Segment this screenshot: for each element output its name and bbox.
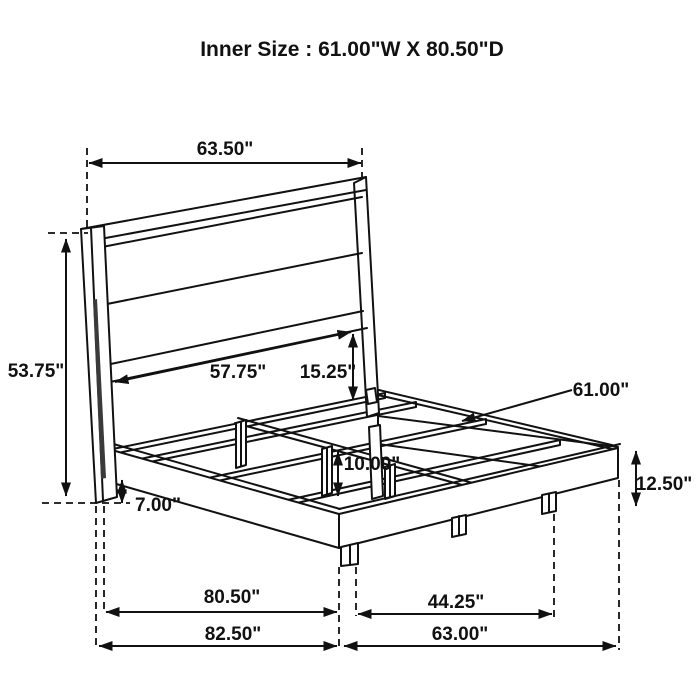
inner-size-title: Inner Size : 61.00"W X 80.50"D <box>200 38 504 61</box>
rail-bracket <box>366 388 377 404</box>
dim-headboard-panel-gap-label: 15.25" <box>299 362 357 383</box>
extension-lines <box>42 148 619 650</box>
dim-slat-leg-height-label: 10.00" <box>343 454 401 475</box>
dim-inner-depth-label: 80.50" <box>203 587 261 608</box>
dim-center-leg-span <box>358 592 552 614</box>
dim-rail-clearance-label: 7.00" <box>135 495 181 516</box>
dim-inner-width-label: 61.00" <box>572 380 630 401</box>
front-corner-leg <box>341 543 358 566</box>
dim-headboard-width-label: 63.50" <box>196 139 254 160</box>
dim-center-leg-span-label: 44.25" <box>427 592 485 613</box>
dim-overall-depth-label: 82.50" <box>204 624 262 645</box>
headboard-top-edge <box>81 177 366 229</box>
dim-footboard-height <box>636 451 693 506</box>
dim-overall-width-label: 63.00" <box>431 624 489 645</box>
dim-inner-depth <box>106 587 337 612</box>
dim-headboard-inner-width-label: 57.75" <box>209 362 267 383</box>
headboard-panel-mid <box>102 253 362 305</box>
dim-headboard-height <box>8 239 66 496</box>
dim-headboard-width <box>89 139 361 163</box>
dim-headboard-height-label: 53.75" <box>7 361 65 382</box>
dim-headboard-panel-gap <box>300 334 357 400</box>
headboard-panel-top <box>97 197 362 248</box>
dim-overall-width <box>344 624 616 646</box>
dim-inner-width <box>462 380 629 421</box>
dim-footboard-height-label: 12.50" <box>635 474 693 495</box>
dim-overall-depth <box>99 624 337 646</box>
headboard-right-post <box>354 177 379 417</box>
